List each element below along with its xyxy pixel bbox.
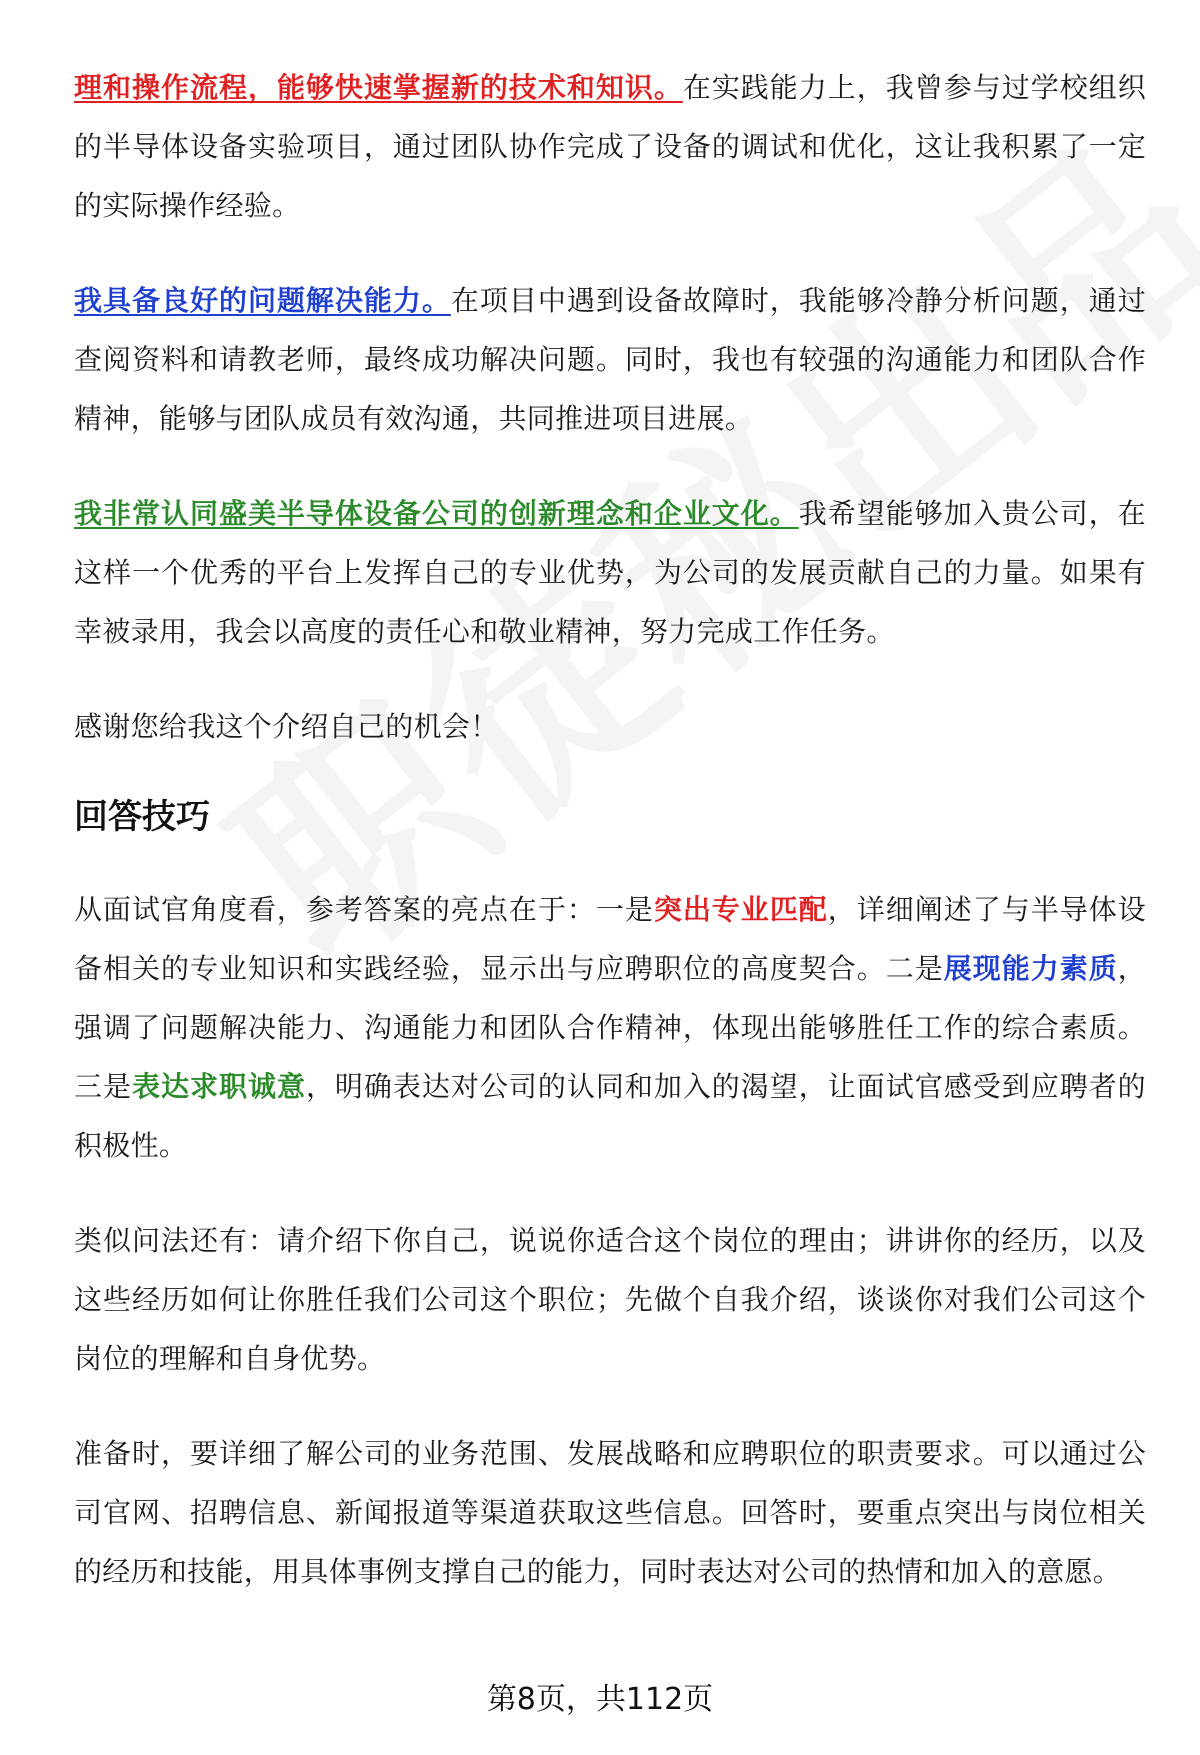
keyword-blue: 展现能力素质 — [943, 952, 1118, 985]
highlight-blue: 我具备良好的问题解决能力。 — [74, 284, 451, 317]
paragraph-text: ，详细阐述了与半导体设备相关的专业知识和实践经验，显示出与应聘职位的高度契合。二是 — [74, 893, 1146, 985]
keyword-red: 突出专业匹配 — [653, 893, 828, 926]
paragraph-text: 我希望能够加入贵公司，在这样一个优秀的平台上发挥自己的专业优势，为公司的发展贡献自己的力量。如果有幸被录用，我会以高度的责任心和敬业精神，努力完成工作任务。 — [74, 497, 1146, 648]
paragraph-similar-questions — [74, 1211, 1146, 1388]
paragraph-tips-highlights — [74, 880, 1146, 1175]
paragraph-text: 在实践能力上，我曾参与过学校组织的半导体设备实验项目，通过团队协作完成了设备的调试和优化，这让我积累了一定的实际操作经验。 — [74, 71, 1146, 222]
paragraph-professional-skills — [74, 58, 1146, 235]
paragraph-text: 准备时，要详细了解公司的业务范围、发展战略和应聘职位的职责要求。可以通过公司官网、招聘信息、新闻报道等渠道获取这些信息。回答时，要重点突出与岗位相关的经历和技能，用具体事例支撑自己的能力，同时表达对公司的热情和加入的意愿。 — [74, 1437, 1146, 1588]
paragraph-text: 感谢您给我这个介绍自己的机会！ — [74, 710, 499, 743]
highlight-red: 理和操作流程，能够快速掌握新的技术和知识。 — [74, 71, 683, 104]
section-title: 回答技巧 — [74, 797, 210, 837]
paragraph-problem-solving — [74, 271, 1146, 448]
page-number: 第8页，共112页 — [486, 1682, 714, 1717]
paragraph-text: 类似问法还有：请介绍下你自己，说说你适合这个岗位的理由；讲讲你的经历，以及这些经历如何让你胜任我们公司这个职位；先做个自我介绍，谈谈你对我们公司这个岗位的理解和自身优势。 — [74, 1224, 1146, 1375]
paragraph-preparation — [74, 1424, 1146, 1601]
paragraph-thanks — [74, 697, 1146, 756]
highlight-green: 我非常认同盛美半导体设备公司的创新理念和企业文化。 — [74, 497, 799, 530]
document-body — [74, 58, 1146, 1637]
keyword-green: 表达求职诚意 — [131, 1070, 306, 1103]
paragraph-company-fit — [74, 484, 1146, 661]
paragraph-text: ，强调了问题解决能力、沟通能力和团队合作精神，体现出能够胜任工作的综合素质。三是 — [74, 952, 1146, 1103]
paragraph-text: ，明确表达对公司的认同和加入的渴望，让面试官感受到应聘者的积极性。 — [74, 1070, 1146, 1162]
paragraph-text: 从面试官角度看，参考答案的亮点在于：一是 — [74, 893, 654, 926]
paragraph-text: 在项目中遇到设备故障时，我能够冷静分析问题，通过查阅资料和请教老师，最终成功解决问题。同时，我也有较强的沟通能力和团队合作精神，能够与团队成员有效沟通，共同推进项目进展。 — [74, 284, 1146, 435]
